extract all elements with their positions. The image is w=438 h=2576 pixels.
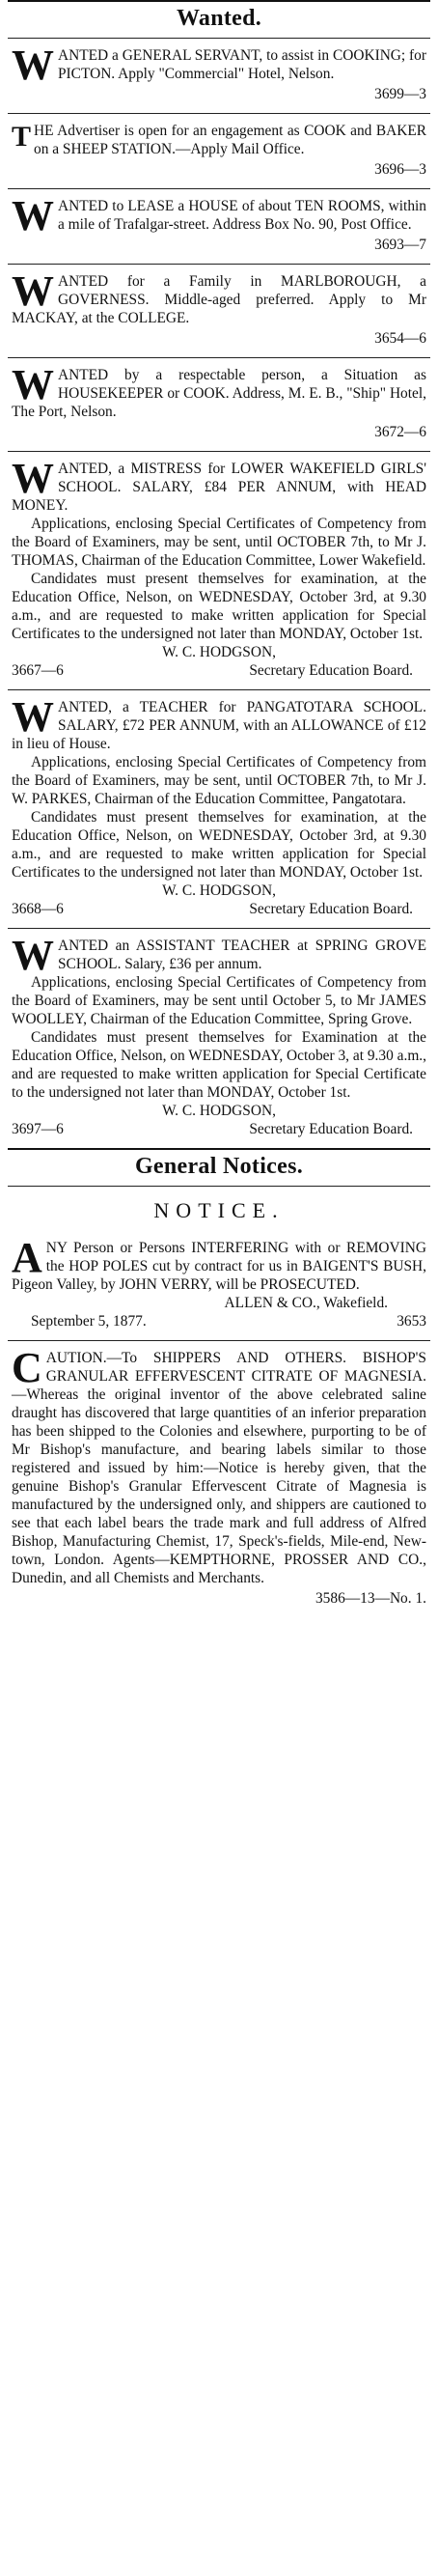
ad-text: NY Person or Persons INTERFERING with or REMOVING the HOP POLES cut by contract for us in BAIGENT'S BUSH, Pigeon Valley, by JOHN VERRY, will be PROSECUTED. [12,1240,426,1293]
ad-text: ANTED, a MISTRESS for LOWER WAKEFIELD GIRLS' SCHOOL. SALARY, £84 PER ANNUM, with HEAD MONEY. [12,461,426,514]
ad-paragraph-candidates: Candidates must present themselves for examination, at the Education Office, Nelson, on WEDNESDAY, October 3rd, at 9.30 a.m., and are requested to make written application for Special Certificates to the undersigned not later than MONDAY, October 1st. [12,809,426,881]
ad-ref: 3654—6 [374,330,426,347]
signature-title: Secretary Education Board. [249,901,413,917]
ad-ref: 3667—6 [12,662,64,679]
drop-cap: A [12,1234,42,1281]
ad-ref: 3697—6 [12,1121,64,1137]
divider [8,1186,430,1187]
ad-assistant-teacher [0,929,438,1148]
drop-cap: W [12,693,54,741]
signature-row [12,661,426,680]
section-heading-wanted: Wanted. [176,6,262,31]
drop-cap: W [12,42,54,89]
ad-mistress-wakefield [0,452,438,689]
ad-governess [0,265,438,357]
top-rule [8,0,430,2]
ad-text: AUTION.—To SHIPPERS AND OTHERS. BISHOP'S GRANULAR EFFERVESCENT CITRATE OF MAGNESIA. —Whereas the original inventor of the above celebrated saline draught has discovered that large quantities of an inferior preparation has been shipped to the Colonies and elsewhere, purporting to be of Mr Bishop's manufacture, and bearing labels similar to those registered and issued by him:—Notice is hereby given, that the genuine Bishop's Granular Effervescent Citrate of Magnesia is manufactured by the undersigned only, and shippers are cautioned to see that each label bears the trade mark and full address of Alfred Bishop, Manufacturing Chemist, 17, Speck's-fields, Mile-end, New-town, London. Agents—KEMPTHORNE, PROSSER AND CO., Dunedin, and all Chemists and Merchants. [12,1350,426,1586]
ad-text: ANTED a GENERAL SERVANT, to assist in COOKING; for PICTON. Apply "Commercial" Hotel, Nelson. [58,47,426,82]
notice-heading: NOTICE. [153,1198,285,1222]
drop-cap: W [12,267,54,315]
ad-lease-house [0,189,438,264]
signature-name: W. C. HODGSON, [162,644,276,660]
ad-ref: 3693—7 [374,237,426,253]
drop-cap: W [12,932,54,979]
ad-ref: 3672—6 [374,424,426,440]
ad-housekeeper [0,358,438,451]
ad-ref: 3668—6 [12,901,64,917]
ad-text: ANTED to LEASE a HOUSE of about TEN ROOMS, within a mile of Trafalgar-street. Address Box No. 90, Post Office. [58,198,426,233]
section-rule [8,1148,430,1150]
ad-cook-engagement [0,114,438,188]
ad-paragraph-candidates: Candidates must present themselves for examination, at the Education Office, Nelson, on WEDNESDAY, October 3rd, at 9.30 a.m., and are requested to make written application for Special Certificates to the undersigned not later than MONDAY, October 1st. [12,571,426,642]
ad-teacher-pangatotara [0,690,438,928]
drop-cap: W [12,192,54,239]
drop-cap: W [12,361,54,408]
ad-text: ANTED, a TEACHER for PANGATOTARA SCHOOL. SALARY, £72 PER ANNUM, with an ALLOWANCE of £12 in lieu of House. [12,699,426,752]
ad-text: ANTED an ASSISTANT TEACHER at SPRING GROVE SCHOOL. Salary, £36 per annum. [58,938,426,972]
signature-name: W. C. HODGSON, [162,1103,276,1119]
drop-cap: C [12,1344,42,1391]
ad-paragraph-applications: Applications, enclosing Special Certificates of Competency from the Board of Examiners, may be sent, until OCTOBER 7th, to Mr J. THOMAS, Chairman of the Education Committee, Lower Wakefield. [12,516,426,569]
signature-name: W. C. HODGSON, [162,882,276,899]
ad-paragraph-candidates: Candidates must present themselves for Examination at the Education Office, Nelson, on WEDNESDAY, October 3, at 9.30 a.m., and are requested to make written application for Special Certificate to the undersigned not later than MONDAY, October 1st. [12,1029,426,1101]
ad-ref: 3653 [397,1313,426,1330]
signature-row [12,1120,426,1138]
drop-cap: W [12,455,54,502]
notice-date: September 5, 1877. [31,1313,147,1330]
date-row [12,1312,426,1330]
drop-cap: T [12,121,32,153]
signature-title: Secretary Education Board. [249,662,413,679]
ad-paragraph-applications: Applications, enclosing Special Certificates of Competency from the Board of Examiners, may be sent until October 5, to Mr JAMES WOOLLEY, Chairman of the Education Committee, Spring Grove. [12,974,426,1027]
signature-title: Secretary Education Board. [249,1121,413,1137]
signature-row [12,900,426,918]
ad-text: HE Advertiser is open for an engagement as COOK and BAKER on a SHEEP STATION.—Apply Mail Office. [34,123,426,157]
firm-name: ALLEN & CO., Wakefield. [224,1295,388,1311]
ad-ref: 3586—13—No. 1. [315,1590,426,1607]
ad-text: ANTED by a respectable person, a Situation as HOUSEKEEPER or COOK. Address, M. E. B., "Ship" Hotel, The Port, Nelson. [12,367,426,420]
ad-ref: 3699—3 [374,86,426,102]
section-heading-general-notices: General Notices. [134,1154,304,1179]
ad-paragraph-applications: Applications, enclosing Special Certificates of Competency from the Board of Examiners, may be sent, until OCTOBER 7th, to Mr J. W. PARKES, Chairman of the Education Committee, Pangatotara. [12,754,426,807]
ad-ref: 3696—3 [374,161,426,178]
ad-caution-magnesia [0,1341,438,1617]
ad-hop-poles-notice [0,1231,438,1340]
ad-general-servant [0,39,438,113]
ad-text: ANTED for a Family in MARLBOROUGH, a GOVERNESS. Middle-aged preferred. Apply to Mr MACKAY, at the COLLEGE. [12,273,426,326]
